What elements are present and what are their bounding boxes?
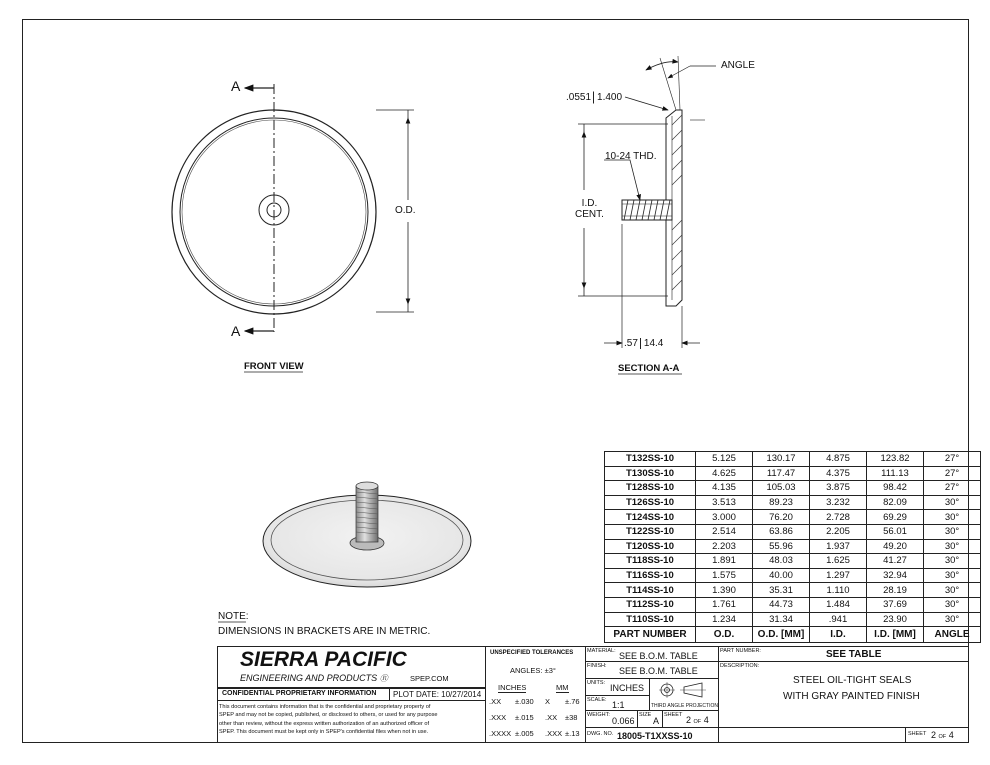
- bom-cell: 89.23: [753, 495, 810, 510]
- dwg-number: 18005-T1XXSS-10: [617, 731, 693, 741]
- bom-cell: 35.31: [753, 583, 810, 598]
- bom-row: [605, 539, 981, 554]
- sheet-value: 2 OF 4: [931, 730, 954, 740]
- bom-cell: 1.390: [696, 583, 753, 598]
- bom-cell: 4.625: [696, 466, 753, 481]
- sheet-label: SHEET: [908, 731, 927, 737]
- bom-cell: 69.29: [867, 510, 924, 525]
- finish-value: SEE B.O.M. TABLE: [619, 666, 698, 676]
- bom-cell: 3.000: [696, 510, 753, 525]
- bom-cell: 1.484: [810, 597, 867, 612]
- bom-part-number: T112SS-10: [605, 597, 696, 612]
- note-text: DIMENSIONS IN BRACKETS ARE IN METRIC.: [218, 626, 431, 637]
- bom-row: [605, 452, 981, 467]
- bom-cell: 4.375: [810, 466, 867, 481]
- units-label: UNITS:: [587, 680, 606, 686]
- tolerance-value: ±.005: [515, 729, 534, 738]
- bom-cell: 2.205: [810, 524, 867, 539]
- projection-symbol-icon: [658, 681, 708, 699]
- bom-cell: 56.01: [867, 524, 924, 539]
- thread-label: 10-24 THD.: [605, 151, 657, 162]
- tolerance-value: ±38: [565, 713, 578, 722]
- angle-label: ANGLE: [721, 60, 755, 71]
- confidential-text-line: SPEP and may not be copied, published, or disclosed to others, or used for any purpose: [219, 712, 438, 719]
- material-label: MATERIAL:: [587, 648, 616, 654]
- bom-cell: 2.728: [810, 510, 867, 525]
- confidential-text-line: SPEP. This document must be kept only in SPEP's confidential files when not in use.: [219, 729, 429, 736]
- tolerance-value: .XX: [489, 697, 502, 706]
- section-view-label: SECTION A-A: [618, 363, 680, 374]
- tolerance-value: ±.76: [565, 697, 580, 706]
- bom-cell: 30°: [924, 597, 981, 612]
- bom-cell: 1.297: [810, 568, 867, 583]
- bom-cell: 30°: [924, 510, 981, 525]
- company-name: SIERRA PACIFIC: [240, 648, 407, 671]
- bom-cell: 32.94: [867, 568, 924, 583]
- tolerance-value: .XXXX: [489, 729, 512, 738]
- tolerance-value: .XXX: [545, 729, 563, 738]
- plot-date: PLOT DATE: 10/27/2014: [393, 690, 482, 699]
- tolerance-value: ±.030: [515, 697, 534, 706]
- bom-cell: 28.19: [867, 583, 924, 598]
- bom-part-number: T114SS-10: [605, 583, 696, 598]
- bom-cell: 1.234: [696, 612, 753, 627]
- bom-cell: 41.27: [867, 554, 924, 569]
- bom-cell: 31.34: [753, 612, 810, 627]
- bom-column-header: I.D.: [810, 627, 867, 643]
- bom-cell: 2.203: [696, 539, 753, 554]
- bom-cell: 1.625: [810, 554, 867, 569]
- size-value: A: [653, 716, 660, 726]
- id-label-line-1: I.D.: [581, 198, 598, 209]
- part-number-label: PART NUMBER:: [720, 648, 761, 654]
- bom-cell: 30°: [924, 568, 981, 583]
- depth-mm: 14.4: [640, 338, 666, 349]
- bom-column-header: PART NUMBER: [605, 627, 696, 643]
- bom-part-number: T120SS-10: [605, 539, 696, 554]
- tolerance-value: .XXX: [489, 713, 507, 722]
- description-line-1: STEEL OIL-TIGHT SEALS: [793, 675, 912, 686]
- bom-cell: 3.232: [810, 495, 867, 510]
- bom-cell: 1.761: [696, 597, 753, 612]
- bom-cell: 5.125: [696, 452, 753, 467]
- bom-cell: 27°: [924, 481, 981, 496]
- size-label: SIZE: [639, 712, 652, 718]
- projection-label: THIRD ANGLE PROJECTION: [651, 703, 718, 709]
- bom-column-header: O.D.: [696, 627, 753, 643]
- bom-cell: .941: [810, 612, 867, 627]
- bom-cell: 4.875: [810, 452, 867, 467]
- bom-cell: 2.514: [696, 524, 753, 539]
- confidential-text: [219, 703, 438, 737]
- tolerance-value: .XX: [545, 713, 558, 722]
- depth-dimension: [624, 338, 666, 349]
- bom-cell: 1.937: [810, 539, 867, 554]
- description-line-2: WITH GRAY PAINTED FINISH: [783, 691, 920, 702]
- thickness-mm: 1.400: [593, 91, 626, 104]
- tolerance-value: X: [545, 697, 551, 706]
- bom-cell: 27°: [924, 466, 981, 481]
- weight-value: 0.066: [612, 716, 635, 726]
- tolerance-value: ±.015: [515, 713, 534, 722]
- bom-cell: 44.73: [753, 597, 810, 612]
- bom-cell: 82.09: [867, 495, 924, 510]
- description-label: DESCRIPTION:: [720, 663, 760, 669]
- bom-cell: 1.891: [696, 554, 753, 569]
- bom-header-row: [605, 627, 981, 643]
- bom-cell: 123.82: [867, 452, 924, 467]
- sheet-small-value: 2 OF 4: [686, 715, 709, 725]
- bom-cell: 30°: [924, 524, 981, 539]
- bom-cell: 27°: [924, 452, 981, 467]
- note-title: NOTE:: [218, 611, 249, 622]
- bom-row: [605, 568, 981, 583]
- finish-label: FINISH:: [587, 663, 607, 669]
- bom-part-number: T122SS-10: [605, 524, 696, 539]
- bom-table: [604, 451, 981, 643]
- bom-column-header: I.D. [MM]: [867, 627, 924, 643]
- bom-row: [605, 583, 981, 598]
- bom-cell: 76.20: [753, 510, 810, 525]
- front-view-label: FRONT VIEW: [244, 361, 304, 372]
- bom-cell: 55.96: [753, 539, 810, 554]
- bom-cell: 37.69: [867, 597, 924, 612]
- bom-cell: 30°: [924, 539, 981, 554]
- bom-cell: 4.135: [696, 481, 753, 496]
- depth-inches: .57: [624, 338, 638, 349]
- od-label: O.D.: [395, 205, 416, 216]
- bom-cell: 117.47: [753, 466, 810, 481]
- bom-row: [605, 612, 981, 627]
- bom-part-number: T124SS-10: [605, 510, 696, 525]
- bom-part-number: T126SS-10: [605, 495, 696, 510]
- scale-value: 1:1: [612, 700, 625, 710]
- bom-part-number: T110SS-10: [605, 612, 696, 627]
- confidential-text-line: This document contains information that is the confidential and proprietary property of: [219, 704, 431, 710]
- thickness-dimension: [566, 92, 626, 103]
- bom-cell: 49.20: [867, 539, 924, 554]
- bom-cell: 3.513: [696, 495, 753, 510]
- company-website: SPEP.COM: [410, 674, 449, 683]
- sheet-small-label: SHEET: [664, 712, 683, 718]
- tolerances-title: UNSPECIFIED TOLERANCES: [490, 650, 574, 656]
- bom-part-number: T128SS-10: [605, 481, 696, 496]
- confidential-text-line: other than review, without the express written authorization of an authorized officer of: [219, 720, 430, 727]
- bom-cell: 30°: [924, 495, 981, 510]
- bom-column-header: ANGLE: [924, 627, 981, 643]
- bom-part-number: T132SS-10: [605, 452, 696, 467]
- bom-cell: 30°: [924, 612, 981, 627]
- bom-cell: 48.03: [753, 554, 810, 569]
- tolerances-inches-header: INCHES: [498, 683, 527, 692]
- section-mark-top: A: [231, 78, 241, 94]
- tolerances-mm-header: MM: [556, 683, 569, 692]
- bom-cell: 30°: [924, 583, 981, 598]
- weight-label: WEIGHT:: [587, 712, 610, 718]
- company-subtitle: ENGINEERING AND PRODUCTS Ⓡ: [240, 673, 388, 683]
- bom-row: [605, 597, 981, 612]
- id-label: [575, 198, 604, 220]
- bom-row: [605, 495, 981, 510]
- units-value: INCHES: [610, 683, 645, 693]
- bom-cell: 1.110: [810, 583, 867, 598]
- tolerances-angles: ANGLES: ±3°: [510, 666, 556, 675]
- bom-part-number: T118SS-10: [605, 554, 696, 569]
- dwg-label: DWG. NO.: [587, 731, 614, 737]
- bom-cell: 98.42: [867, 481, 924, 496]
- bom-row: [605, 524, 981, 539]
- bom-cell: 63.86: [753, 524, 810, 539]
- thickness-inches: .0551: [566, 92, 592, 103]
- part-number-value: SEE TABLE: [826, 649, 882, 660]
- bom-row: [605, 466, 981, 481]
- bom-cell: 111.13: [867, 466, 924, 481]
- bom-part-number: T116SS-10: [605, 568, 696, 583]
- front-view: [172, 84, 414, 332]
- id-label-line-2: CENT.: [575, 209, 604, 220]
- scale-label: SCALE:: [587, 697, 607, 703]
- bom-part-number: T130SS-10: [605, 466, 696, 481]
- bom-row: [605, 510, 981, 525]
- bom-cell: 3.875: [810, 481, 867, 496]
- bom-row: [605, 554, 981, 569]
- bom-cell: 30°: [924, 554, 981, 569]
- material-value: SEE B.O.M. TABLE: [619, 651, 698, 661]
- bom-row: [605, 481, 981, 496]
- bom-cell: 130.17: [753, 452, 810, 467]
- isometric-view: [263, 482, 471, 587]
- bom-column-header: O.D. [MM]: [753, 627, 810, 643]
- tolerance-value: ±.13: [565, 729, 580, 738]
- bom-cell: 23.90: [867, 612, 924, 627]
- confidential-title: CONFIDENTIAL PROPRIETARY INFORMATION: [222, 690, 377, 697]
- bom-cell: 40.00: [753, 568, 810, 583]
- section-mark-bottom: A: [231, 323, 241, 339]
- bom-cell: 105.03: [753, 481, 810, 496]
- bom-cell: 1.575: [696, 568, 753, 583]
